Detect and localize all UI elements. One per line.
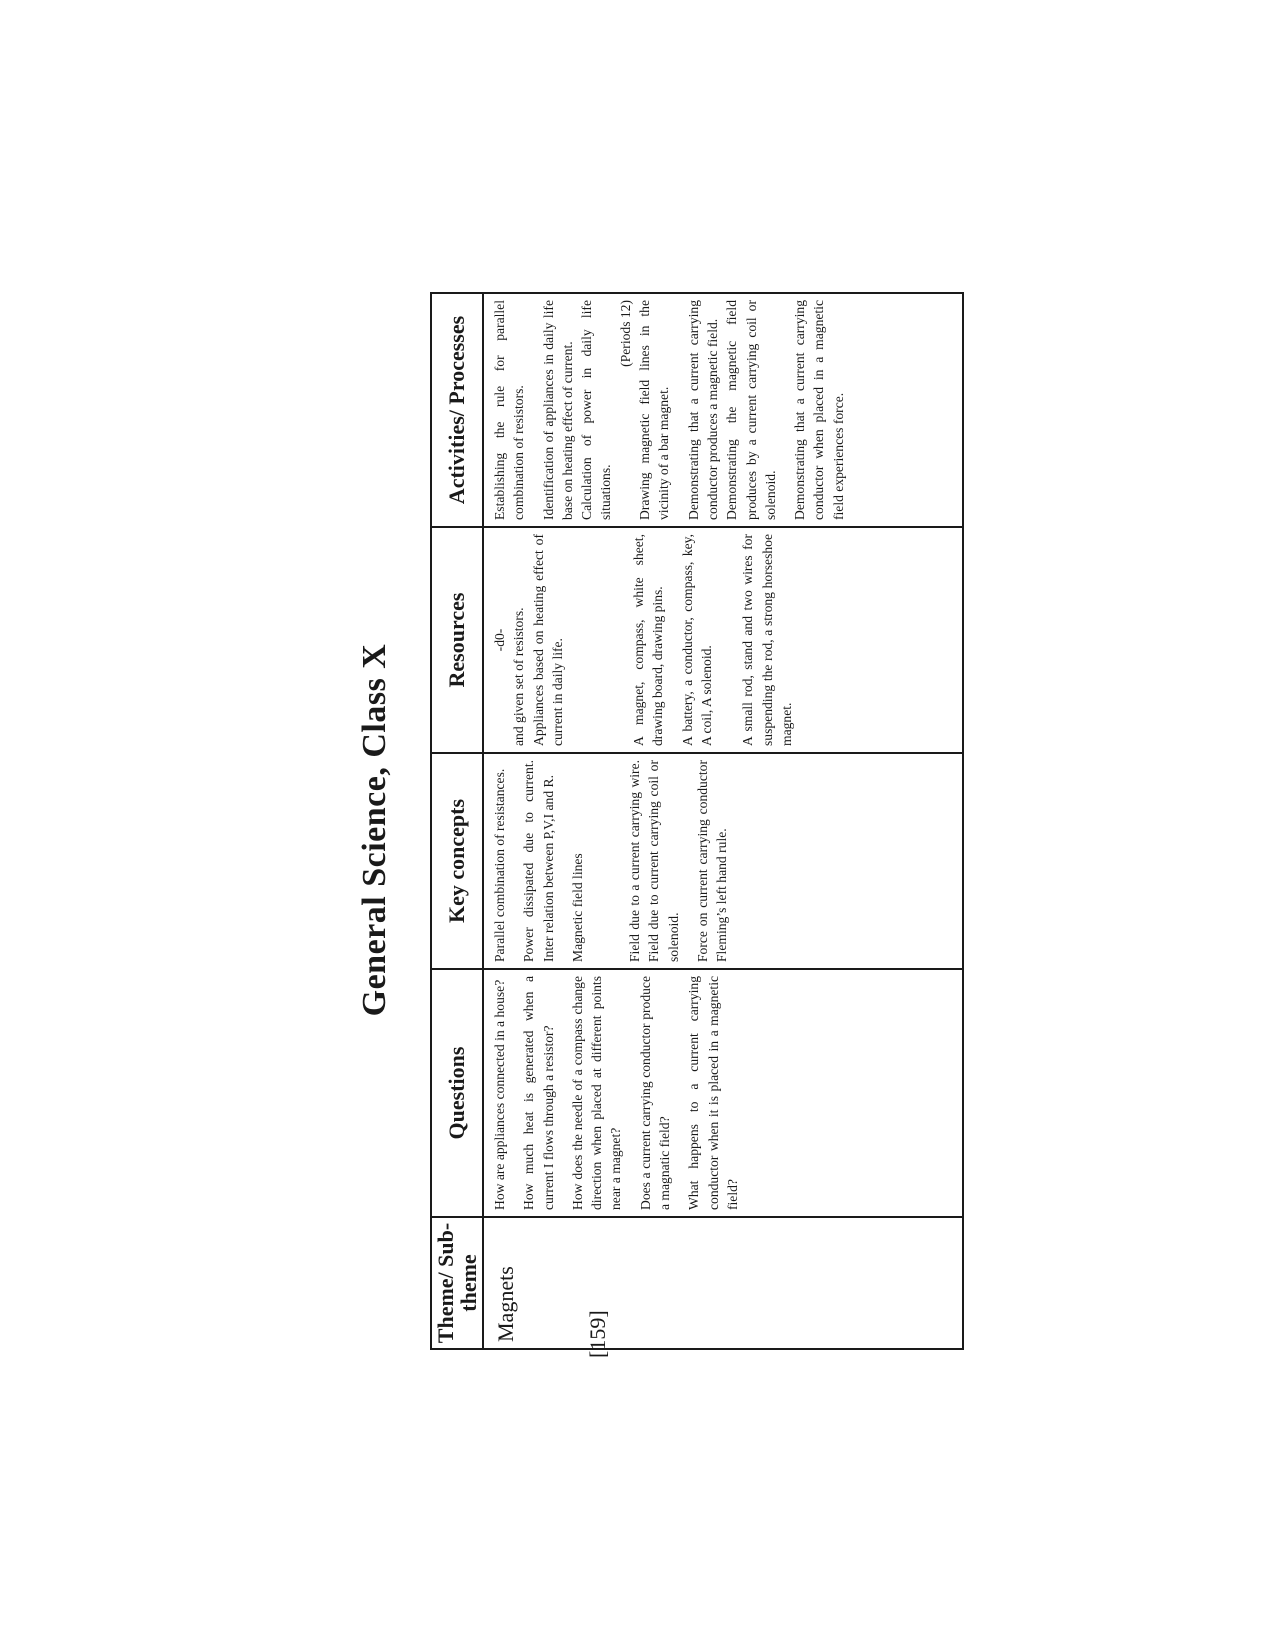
activity-item: Drawing magnetic field lines in the vicinity of a bar magnet. [637,300,672,520]
questions-cell [483,969,963,1217]
rotated-page [340,260,960,1360]
table-header-row [431,293,483,1349]
theme-cell: Magnets [483,1217,963,1349]
question-item: How does the needle of a compass change direction when placed at different points near a magnet? [569,976,624,1210]
resource-item: A magnet, compass, white sheet, drawing board, drawing pins. [631,534,666,746]
syllabus-table [430,292,964,1350]
concept-item: Power dissipated due to current. Inter relation between P,V,I and R. [521,760,556,962]
activity-item: Demonstrating that a current carrying conductor produces a magnetic field. [685,300,720,520]
activities-cell [483,293,963,527]
concept-item: Parallel combination of resistances. [492,768,507,962]
header-activities: Activities/ Processes [431,293,483,527]
activity-item: Identification of appliances in daily life base on heating effect of current. [540,300,575,520]
header-resources: Resources [431,527,483,753]
periods-label: (Periods 12) [617,300,633,367]
page-title: General Science, Class X [356,643,393,1017]
question-item: How much heat is generated when a current I flows through a resistor? [521,976,556,1210]
resource-item: -d0- [492,628,507,652]
activity-item: Demonstrating the magnetic field produces by a current carrying coil or solenoid. [724,300,778,520]
concept-item: Field due to a current carrying wire. Field due to current carrying coil or solenoid. [627,760,681,962]
activity-item: Demonstrating that a current carrying conductor when placed in a magnetic field experiences force. [792,300,846,520]
resource-item: Appliances based on heating effect of current in daily life. [530,534,565,746]
resource-item: A small rod, stand and two wires for suspending the rod, a strong horseshoe magnet. [740,534,794,746]
activity-item: Establishing the rule for parallel combination of resistors. [492,300,527,520]
activity-item: Calculation of power in daily life situations. [579,300,614,520]
header-questions: Questions [431,969,483,1217]
concept-item: Force on current carrying conductor Fleming’s left hand rule. [695,760,730,962]
question-item: Does a current carrying conductor produce a magnatic field? [637,976,673,1210]
header-key-concepts: Key concepts [431,753,483,969]
concept-item: Magnetic field lines [569,853,585,962]
resources-cell [483,527,963,753]
page-number: [159] [585,1310,610,1358]
question-item: What happens to a current carrying conductor when it is placed in a magnetic field? [686,976,740,1210]
resource-item: A battery, a conductor, compass, key, A coil, A solenoid. [679,534,715,746]
resource-item: and given set of resistors. [511,607,527,746]
key-concepts-cell [483,753,963,969]
header-theme: Theme/ Sub-theme [431,1217,483,1349]
table-row [483,293,963,1349]
question-item: How are appliances connected in a house? [492,979,507,1210]
